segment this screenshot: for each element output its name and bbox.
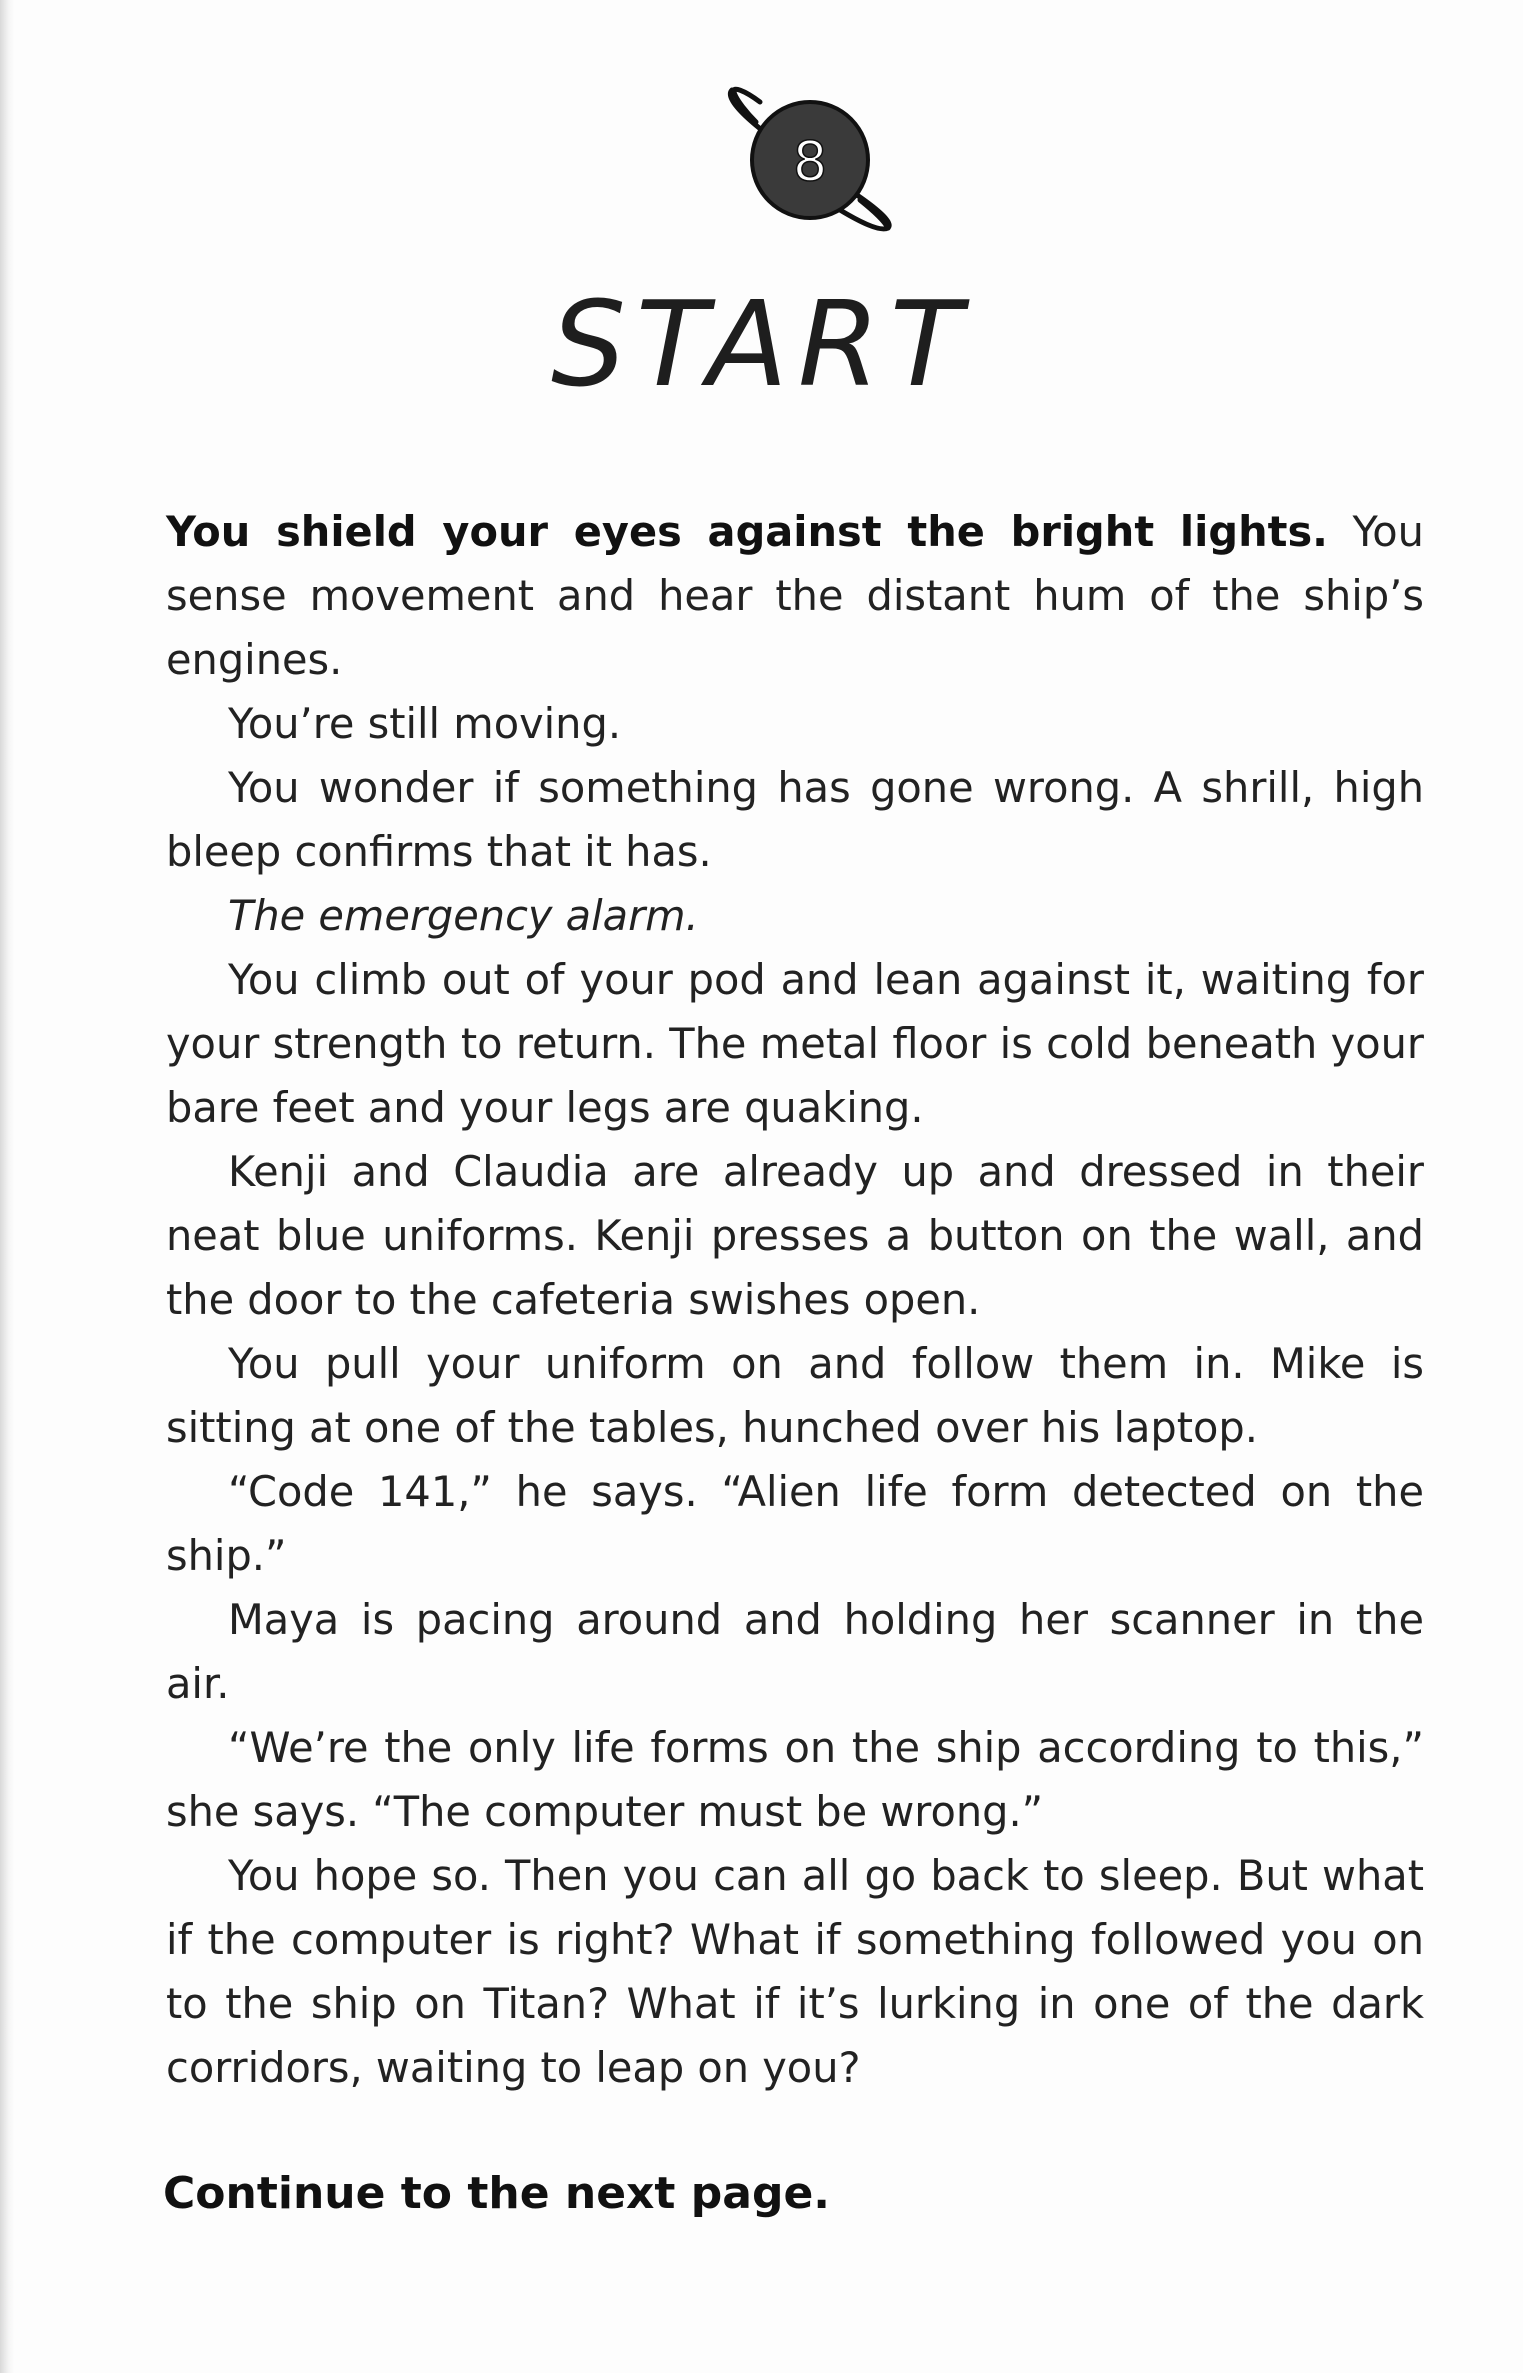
- story-paragraph: [166, 500, 1424, 692]
- story-paragraph-italic: The emergency alarm.: [228, 891, 699, 940]
- chapter-title: START: [551, 275, 972, 413]
- story-paragraph: You pull your uniform on and follow them in. Mike is sitting at one of the tables, hunched over his laptop.: [166, 1339, 1424, 1452]
- story-paragraph: “Code 141,” he says. “Alien life form detected on the ship.”: [166, 1467, 1424, 1580]
- story-paragraph: You hope so. Then you can all go back to sleep. But what if the computer is right? What if something followed you on to the ship on Titan? What if it’s lurking in one of the dark corridors, waiting to leap on you?: [166, 1851, 1424, 2092]
- story-paragraph: “We’re the only life forms on the ship according to this,” she says. “The computer must be wrong.”: [166, 1723, 1424, 1836]
- story-text: [166, 500, 1424, 2100]
- story-paragraph: You wonder if something has gone wrong. A shrill, high bleep confirms that it has.: [166, 763, 1424, 876]
- story-paragraph: Maya is pacing around and holding her scanner in the air.: [166, 1595, 1424, 1708]
- chapter-number: 8: [792, 130, 828, 193]
- story-paragraph: Kenji and Claudia are already up and dressed in their neat blue uniforms. Kenji presses a button on the wall, and the door to the cafeteria swishes open.: [166, 1147, 1424, 1324]
- planet-chapter-badge: [720, 82, 900, 232]
- lead-sentence: You shield your eyes against the bright lights.: [166, 507, 1328, 556]
- paragraph-text: You sense movement and hear the distant hum of the ship’s engines.: [166, 507, 1424, 684]
- story-paragraph: You’re still moving.: [228, 699, 622, 748]
- continue-instruction: Continue to the next page.: [163, 2168, 831, 2219]
- story-paragraph: You climb out of your pod and lean against it, waiting for your strength to return. The metal floor is cold beneath your bare feet and your legs are quaking.: [166, 955, 1424, 1132]
